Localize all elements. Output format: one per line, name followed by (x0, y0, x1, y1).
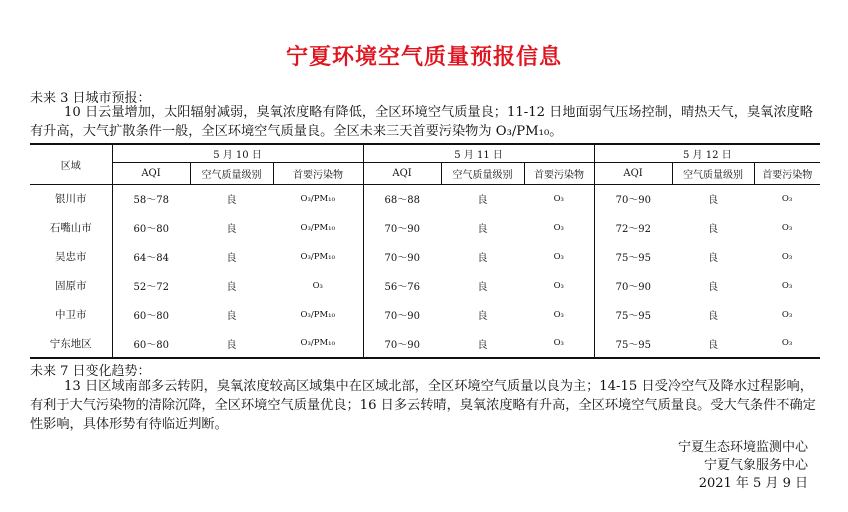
quality-level: 良 (708, 224, 719, 235)
city-name: 宁东地区 (30, 329, 112, 358)
quality-level: 良 (226, 282, 237, 293)
day-header-1: 5 月 10 日 (112, 144, 363, 162)
day-header-2: 5 月 11 日 (363, 144, 594, 162)
primary-pollutant: O₃ (781, 222, 793, 233)
city-name: 吴忠市 (55, 251, 87, 263)
aqi-range: 70～90 (594, 184, 672, 213)
primary-pollutant: O₃ (553, 222, 564, 233)
table-row (30, 271, 820, 300)
table-row (30, 300, 820, 329)
aqi-range: 68～88 (363, 184, 441, 213)
aqi-range: 60～80 (112, 329, 190, 358)
aqi-range: 52～72 (112, 271, 190, 300)
aqi-range: 64～84 (112, 242, 190, 271)
quality-level: 良 (477, 253, 488, 264)
aqi-forecast-table (30, 143, 820, 359)
quality-level: 良 (477, 311, 488, 322)
sub-header-level: 空气质量级别 (190, 162, 273, 184)
primary-pollutant: O₃ (781, 251, 793, 262)
table-row (30, 329, 820, 358)
quality-level: 良 (477, 224, 488, 235)
quality-level: 良 (708, 195, 719, 207)
signature-org-1: 宁夏生态环境监测中心 (677, 440, 808, 455)
primary-pollutant: O₃ (553, 251, 564, 262)
primary-pollutant: O₃ (553, 309, 564, 320)
quality-level: 良 (226, 195, 237, 207)
region-header: 区域 (30, 144, 112, 184)
aqi-range: 60～80 (112, 300, 190, 329)
table-row (30, 213, 820, 242)
primary-pollutant: O₃ (553, 193, 564, 204)
aqi-range: 75～95 (594, 242, 672, 271)
sub-header-aqi: AQI (112, 162, 190, 184)
forecast-3day-heading: 未来 3 日城市预报： (30, 91, 151, 106)
aqi-range: 70～90 (363, 329, 441, 358)
forecast-3day-text: 10 日云量增加，太阳辐射减弱，臭氧浓度略有降低，全区环境空气质量良；11-12 日地面弱气压场控制，晴热天气，臭氧浓度略有升高，大气扩散条件一般，全区环境空气质量良。全区未来三天首要污染物为 O₃/PM₁₀。 (30, 105, 813, 139)
sub-header-pollutant: 首要污染物 (524, 162, 594, 184)
primary-pollutant: O₃/PM₁₀ (273, 329, 363, 358)
sub-header-aqi: AQI (363, 162, 441, 184)
aqi-range: 75～95 (594, 300, 672, 329)
aqi-range: 70～90 (363, 242, 441, 271)
sub-header-level: 空气质量级别 (441, 162, 524, 184)
quality-level: 良 (226, 224, 237, 235)
quality-level: 良 (708, 253, 719, 264)
city-name: 石嘴山市 (49, 222, 92, 234)
trend-7day-heading: 未来 7 日变化趋势： (30, 364, 151, 379)
sub-header-level: 空气质量级别 (672, 162, 754, 184)
quality-level: 良 (441, 329, 524, 358)
quality-level: 良 (226, 253, 237, 264)
aqi-range: 70～90 (594, 271, 672, 300)
primary-pollutant: O₃ (781, 309, 793, 320)
sub-header-pollutant: 首要污染物 (754, 162, 820, 184)
table-row (30, 242, 820, 271)
city-name: 固原市 (55, 280, 87, 292)
quality-level: 良 (477, 195, 488, 207)
aqi-range: 58～78 (112, 184, 190, 213)
aqi-range: 75～95 (594, 329, 672, 358)
quality-level: 良 (672, 329, 754, 358)
primary-pollutant: O₃/PM₁₀ (300, 193, 335, 204)
signature-date: 2021 年 5 月 9 日 (698, 476, 808, 491)
aqi-range: 72～92 (594, 213, 672, 242)
quality-level: 良 (226, 311, 237, 322)
city-name: 银川市 (55, 193, 87, 206)
sub-header-aqi: AQI (594, 162, 672, 184)
primary-pollutant: O₃ (781, 280, 793, 291)
signature-org-2: 宁夏气象服务中心 (703, 458, 808, 473)
day-header-3: 5 月 12 日 (594, 144, 820, 162)
primary-pollutant: O₃/PM₁₀ (300, 251, 335, 262)
primary-pollutant: O₃/PM₁₀ (300, 309, 335, 320)
primary-pollutant: O₃/PM₁₀ (300, 222, 335, 233)
page-title: 宁夏环境空气质量预报信息 (285, 44, 562, 70)
primary-pollutant: O₃ (524, 329, 594, 358)
table-row (30, 184, 820, 213)
quality-level: 良 (190, 329, 273, 358)
quality-level: 良 (477, 282, 488, 293)
quality-level: 良 (708, 282, 719, 293)
aqi-range: 56～76 (363, 271, 441, 300)
primary-pollutant: O₃ (781, 193, 793, 204)
aqi-range: 60～80 (112, 213, 190, 242)
sub-header-pollutant: 首要污染物 (273, 162, 363, 184)
aqi-range: 70～90 (363, 300, 441, 329)
primary-pollutant: O₃ (312, 280, 323, 291)
quality-level: 良 (708, 311, 719, 322)
aqi-range: 70～90 (363, 213, 441, 242)
primary-pollutant: O₃ (754, 329, 820, 358)
primary-pollutant: O₃ (553, 280, 564, 291)
city-name: 中卫市 (55, 309, 87, 321)
trend-7day-text: 13 日区域南部多云转阴，臭氧浓度较高区域集中在区域北部，全区环境空气质量以良为主；14-15 日受冷空气及降水过程影响，有利于大气污染物的清除沉降，全区环境空气质量优良；16 日多云转晴，臭氧浓度略有升高，全区环境空气质量良。受大气条件不确定性影响，具体形势有待临近判断。 (30, 379, 816, 432)
